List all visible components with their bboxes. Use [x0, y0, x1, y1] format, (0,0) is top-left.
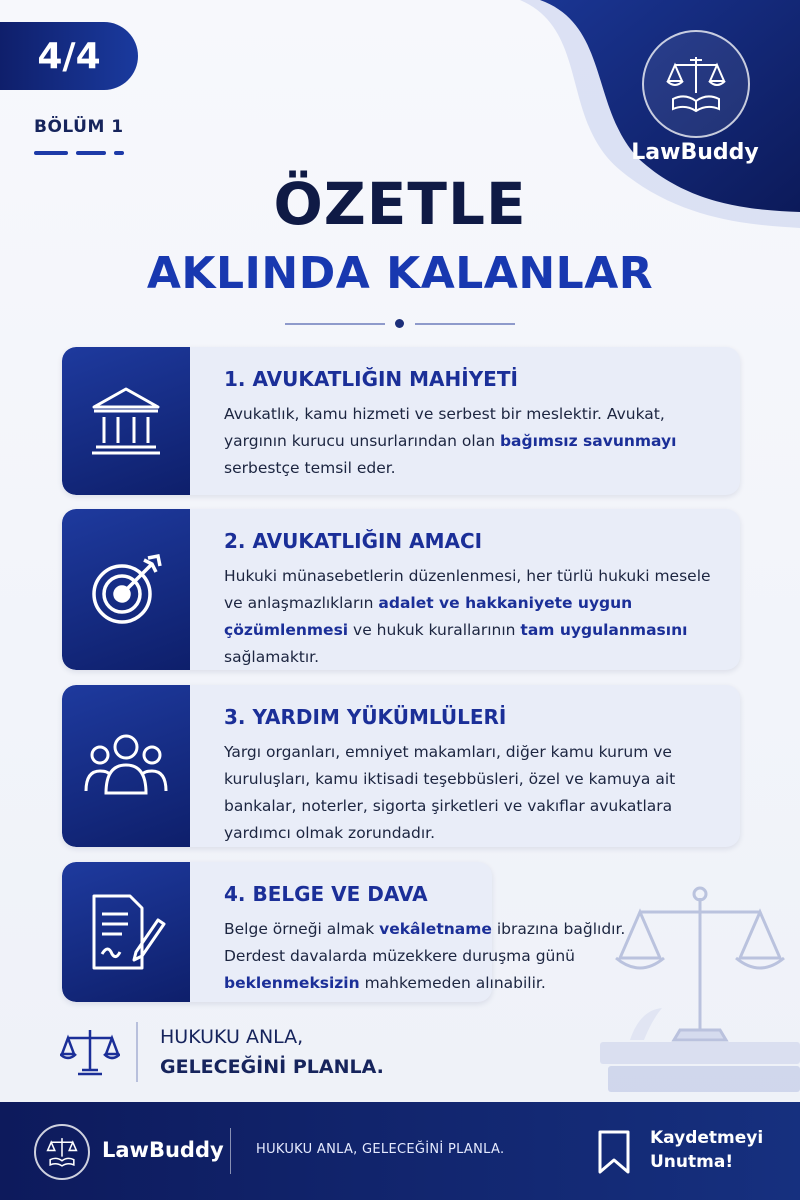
body-text: ibrazına bağlıdır. Derdest davalarda müzekkere duruşma günü: [224, 920, 626, 965]
highlight-text: adalet ve hakkaniyete uygun çözümlenmesi: [224, 594, 633, 639]
body-text: serbestçe temsil eder.: [224, 459, 396, 477]
brand-name: LawBuddy: [631, 140, 759, 165]
footer-bar: [0, 1102, 800, 1200]
body-text: Avukatlık, kamu hizmeti ve serbest bir meslektir. Avukat, yargının kurucu unsurlarından olan: [224, 405, 665, 450]
save-reminder-line-2: Unutma!: [650, 1152, 734, 1172]
highlight-text: tam uygulanmasını: [520, 621, 688, 639]
section-label: BÖLÜM 1: [34, 117, 124, 137]
card-text: [224, 563, 720, 670]
footer-brand: LawBuddy: [102, 1138, 224, 1162]
highlight-text: vekâletname: [379, 920, 492, 938]
card-title: 3. YARDIM YÜKÜMLÜLERİ: [224, 705, 507, 729]
page-subtitle: AKLINDA KALANLAR: [146, 248, 654, 299]
footer-logo: [34, 1124, 90, 1180]
card-title: 4. BELGE VE DAVA: [224, 882, 428, 906]
courthouse-icon: [88, 383, 164, 459]
body-text: Belge örneği almak: [224, 920, 380, 938]
highlight-text: bağımsız savunmayı: [499, 432, 677, 450]
title-divider: [285, 318, 515, 330]
summary-card-2: [62, 509, 740, 670]
save-reminder[interactable]: [594, 1126, 774, 1178]
card-title: 1. AVUKATLIĞIN MAHİYETİ: [224, 367, 518, 391]
body-text: Yargı organları, emniyet makamları, diğer kamu kurum ve kuruluşları, kamu iktisadi teşebbüsleri, özel ve kamuya ait bankalar, noterler, sigorta şirketleri ve vakıflar avukatlara yardımcı olmak zorundadır.: [224, 743, 676, 842]
bookmark-icon: [596, 1130, 632, 1174]
card-text: [224, 916, 644, 997]
footer-tagline: HUKUKU ANLA, GELECEĞİNİ PLANLA.: [256, 1142, 505, 1157]
slogan-line-1: HUKUKU ANLA,: [160, 1026, 304, 1048]
card-title: 2. AVUKATLIĞIN AMACI: [224, 529, 483, 553]
save-reminder-line-1: Kaydetmeyi: [650, 1128, 764, 1148]
summary-card-3: [62, 685, 740, 847]
body-text: Hukuki münasebetlerin düzenlenmesi, her türlü hukuki mesele ve anlaşmazlıkların: [224, 567, 711, 612]
card-text: [224, 401, 720, 482]
card-4-body: [224, 882, 644, 997]
scales-books-illustration: [600, 880, 800, 1095]
scales-icon: [60, 1024, 120, 1080]
page-title: ÖZETLE: [273, 170, 527, 238]
scales-book-icon: [44, 1134, 80, 1170]
highlight-text: beklenmeksizin: [224, 974, 360, 992]
lawbuddy-logo: [642, 30, 750, 138]
body-text: mahkemeden alınabilir.: [359, 974, 546, 992]
scales-book-icon: [661, 49, 731, 119]
page-counter-badge: 4/4: [0, 22, 138, 90]
target-icon: [86, 550, 166, 630]
summary-card-1: [62, 347, 740, 495]
card-text: [224, 739, 720, 847]
slogan-line-2: GELECEĞİNİ PLANLA.: [160, 1056, 384, 1078]
section-underline: [34, 151, 126, 155]
body-text: ve hukuk kurallarının: [348, 621, 521, 639]
people-icon: [84, 731, 168, 801]
body-text: sağlamaktır.: [224, 648, 320, 666]
document-pen-icon: [86, 890, 166, 974]
